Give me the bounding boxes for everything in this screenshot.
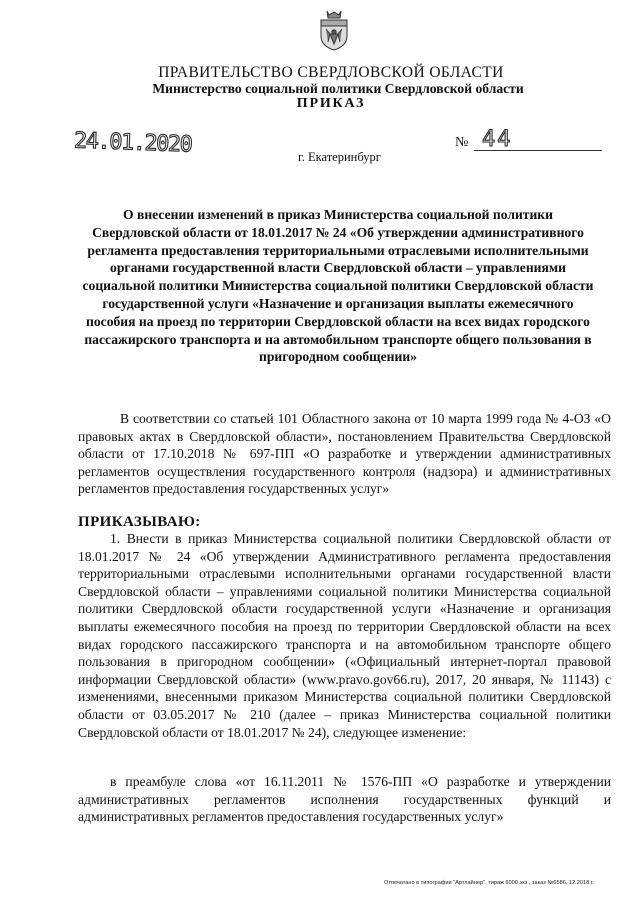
svg-text:24.01.2020: 24.01.2020: [73, 128, 192, 158]
svg-text:44: 44: [482, 127, 513, 152]
government-header: ПРАВИТЕЛЬСТВО СВЕРДЛОВСКОЙ ОБЛАСТИ: [158, 64, 504, 81]
coat-of-arms-icon: [317, 8, 351, 52]
city-label: г. Екатеринбург: [298, 150, 381, 164]
ministry-header: Министерство социальной политики Свердловской области: [152, 81, 524, 96]
item-1-subparagraph: в преамбуле слова «от 16.11.2011 № 1576-ПП «О разработке и утверждении административных регламентов исполнения государственных функций и административных регламентов предоставления государственных услуг»: [78, 774, 611, 825]
order-title: О внесении изменений в приказ Министерства социальной политики Свердловской области от 18.01.2017 № 24 «Об утверждении административного регламента предоставления территориальными отраслевыми исполнительными органами государственной власти Свердловской области – управлениями социальной политики Министерства социальной политики Свердловской области государственной услуги «Назначение и организация выплаты ежемесячного пособия на проезд по территории Свердловской области на всех видах городского пассажирского транспорта и на автомобильном транспорте общего пользования в пригородном сообщении»: [82, 207, 594, 365]
preamble-paragraph: В соответствии со статьей 101 Областного закона от 10 марта 1999 года № 4-ОЗ «О правовых актах в Свердловской области», постановлением Правительства Свердловской области от 17.10.2018 № 697-ПП «О разработке и утверждении административных регламентов осуществления государственного контроля (надзора) и административных регламентов предоставления государственных услуг»: [78, 411, 611, 497]
handwritten-date: [72, 124, 222, 160]
printer-footnote: Отпечатано в типографии "Артлайнер", тираж 6000 экз., заказ №6586. 12.2018 г.: [384, 880, 594, 886]
document-type: ПРИКАЗ: [296, 96, 366, 111]
number-label: №: [455, 135, 469, 150]
order-word: ПРИКАЗЫВАЮ:: [78, 514, 201, 530]
item-1-paragraph: 1. Внести в приказ Министерства социальной политики Свердловской области от 18.01.2017 № 24 «Об утверждении Административного регламента предоставления территориальными отраслевыми исполнительными органами государственной власти Свердловской области – управлениями социальной политики Министерства социальной политики Свердловской области государственной услуги «Назначение и организация выплаты ежемесячного пособия на проезд по территории Свердловской области на всех видах городского пассажирского транспорта и на автомобильном транспорте общего пользования в пригородном сообщении» («Официальный интернет-портал правовой информации Свердловской области» (www.pravo.gov66.ru), 2017, 20 января, № 11143) с изменениями, внесенными приказом Министерства социальной политики Свердловской области от 03.05.2017 № 210 (далее – приказ Министерства социальной политики Свердловской области от 18.01.2017 № 24), следующее изменение:: [78, 531, 611, 740]
handwritten-number: [480, 122, 542, 152]
